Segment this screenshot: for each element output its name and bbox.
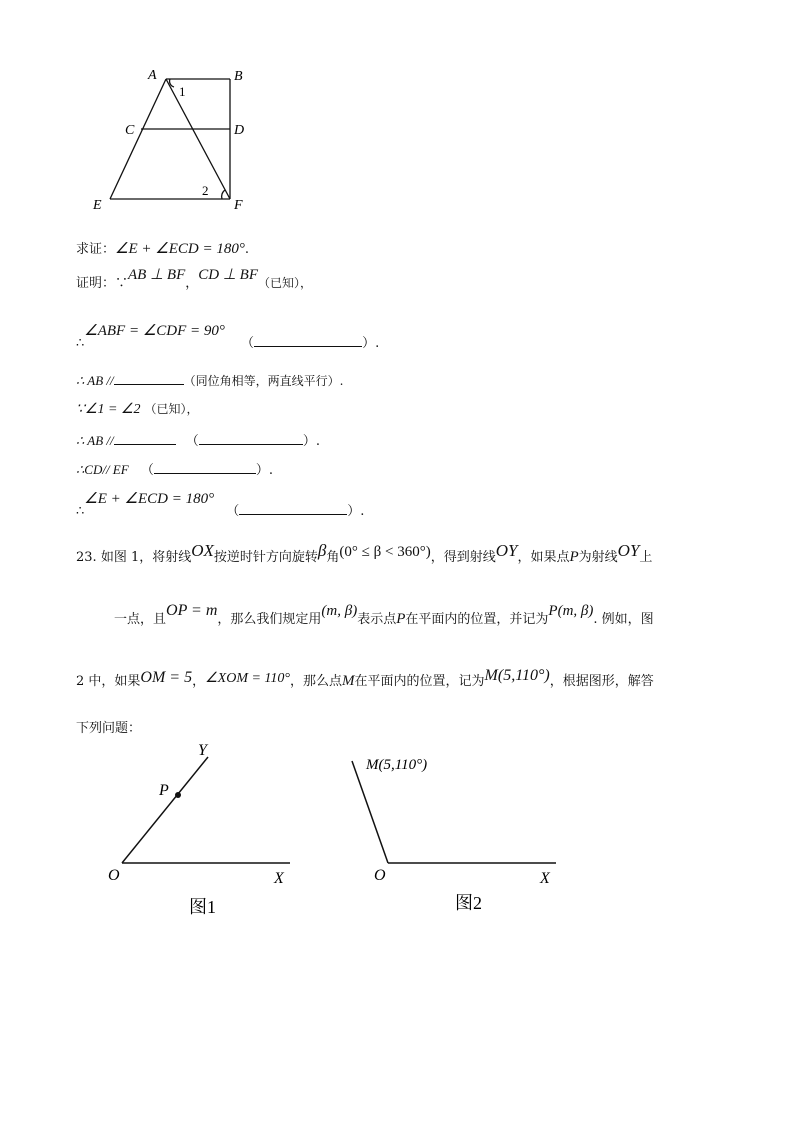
q23-line-4: 下列问题：: [76, 721, 142, 736]
proof-line-4: ∵∠1 = ∠2 （已知），: [76, 402, 199, 417]
label-F: F: [234, 198, 243, 213]
fig2-label-O: O: [374, 867, 386, 884]
proof-conclusion: ∴∠E + ∠ECD = 180° （ ）.: [76, 491, 365, 519]
fig2-label-X: X: [540, 870, 550, 887]
angle-1-label: 1: [179, 84, 186, 99]
q23-line-2: 一点，且OP = m，那么我们规定用(m, β)表示点P在平面内的位置，并记为P(m, β). 例如，图: [114, 602, 654, 627]
label-A: A: [148, 68, 157, 83]
ray-figure-2: [340, 735, 580, 920]
fig1-label-X: X: [274, 870, 284, 887]
prove-statement: 求证：∠E + ∠ECD = 180°.: [76, 241, 249, 257]
fig2-caption: 图2: [455, 893, 482, 913]
q23-line-3: 2 中，如果OM = 5，∠XOM = 110°，那么点M在平面内的位置，记为M(5,110°)，根据图形，解答: [76, 667, 654, 689]
proof-line-3: ∴ AB // （同位角相等，两直线平行）.: [76, 373, 344, 388]
fig1-caption: 图1: [189, 897, 216, 917]
fig2-label-M: M(5,110°): [366, 757, 428, 773]
q23-line-1: 23. 如图 1，将射线OX按逆时针方向旋转β角(0° ≤ β < 360°)，得到射线OY，如果点P为射线OY上: [76, 541, 653, 565]
fig1-label-P: P: [159, 782, 169, 799]
proof-line-6: ∴CD// EF （ ）.: [76, 462, 273, 478]
blank-reason-3[interactable]: [154, 461, 256, 474]
proof-line-5: ∴ AB // （ ）.: [76, 433, 320, 449]
blank-parallel-2[interactable]: [114, 432, 176, 445]
blank-reason-1[interactable]: [254, 334, 362, 347]
point-P: [175, 792, 181, 798]
angle-2-label: 2: [202, 183, 209, 198]
fig1-label-Y: Y: [198, 742, 207, 759]
blank-reason-2[interactable]: [199, 432, 303, 445]
label-E: E: [93, 198, 102, 213]
ray-figure-1: [100, 735, 320, 920]
fig1-label-O: O: [108, 867, 120, 884]
label-B: B: [234, 69, 243, 84]
label-D: D: [234, 123, 245, 138]
label-C: C: [125, 123, 135, 138]
proof-line-2: ∴∠ABF = ∠CDF = 90° （ ）.: [76, 323, 380, 351]
blank-reason-4[interactable]: [239, 502, 347, 515]
proof-line-1: 证明：∵AB ⊥ BF，CD ⊥ BF（已知），: [76, 267, 312, 291]
blank-parallel-1[interactable]: [114, 372, 184, 385]
